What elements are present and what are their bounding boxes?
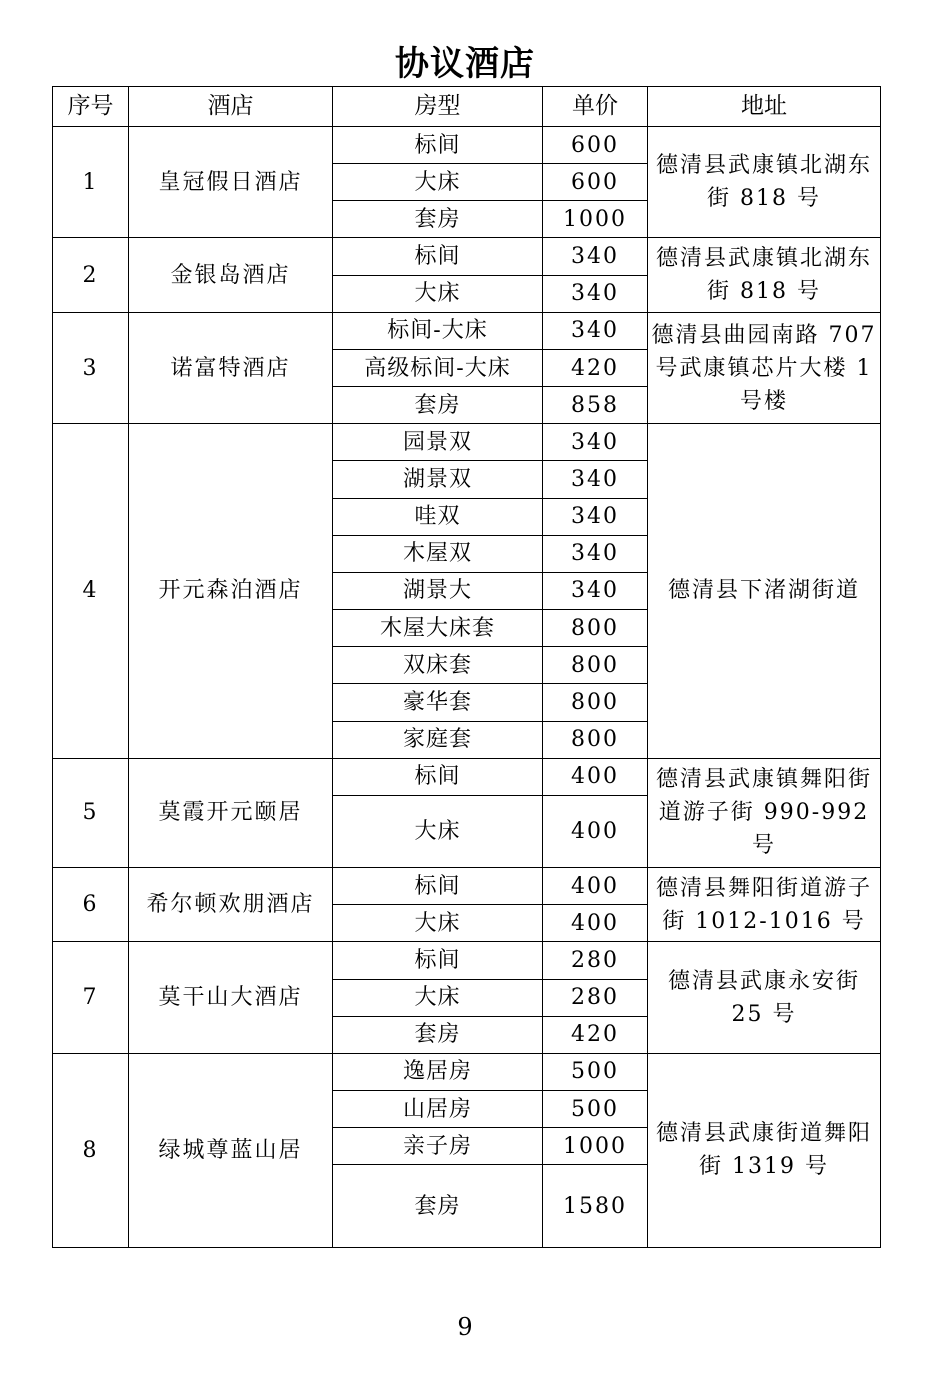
- hotel-number: 6: [53, 868, 129, 942]
- hotel-name: 开元森泊酒店: [129, 424, 333, 758]
- room-type: 大床: [333, 795, 543, 867]
- table-row: [53, 238, 881, 275]
- room-price: 400: [543, 868, 648, 905]
- room-type: 双床套: [333, 647, 543, 684]
- room-type: 标间: [333, 942, 543, 979]
- hotel-table: [52, 86, 881, 1248]
- hotel-name: 金银岛酒店: [129, 238, 333, 312]
- hotel-number: 3: [53, 312, 129, 423]
- table-row: [53, 127, 881, 164]
- room-price: 340: [543, 461, 648, 498]
- room-type: 哇双: [333, 498, 543, 535]
- table-body: [53, 127, 881, 1248]
- hotel-name: 皇冠假日酒店: [129, 127, 333, 238]
- header-room-type: 房型: [333, 87, 543, 127]
- hotel-number: 7: [53, 942, 129, 1053]
- room-price: 340: [543, 498, 648, 535]
- room-type: 套房: [333, 1165, 543, 1248]
- hotel-name: 莫干山大酒店: [129, 942, 333, 1053]
- room-price: 340: [543, 424, 648, 461]
- hotel-number: 1: [53, 127, 129, 238]
- room-type: 高级标间-大床: [333, 349, 543, 386]
- room-type: 亲子房: [333, 1128, 543, 1165]
- room-price: 500: [543, 1091, 648, 1128]
- table-row: [53, 942, 881, 979]
- room-type: 湖景大: [333, 572, 543, 609]
- room-price: 858: [543, 387, 648, 424]
- room-type: 套房: [333, 1016, 543, 1053]
- hotel-name: 诺富特酒店: [129, 312, 333, 423]
- room-price: 800: [543, 684, 648, 721]
- room-price: 400: [543, 758, 648, 795]
- hotel-address: 德清县武康镇北湖东街 818 号: [648, 238, 881, 312]
- room-type: 逸居房: [333, 1053, 543, 1090]
- room-type: 大床: [333, 275, 543, 312]
- room-type: 标间: [333, 127, 543, 164]
- hotel-name: 希尔顿欢朋酒店: [129, 868, 333, 942]
- header-price: 单价: [543, 87, 648, 127]
- room-type: 豪华套: [333, 684, 543, 721]
- table-row: [53, 312, 881, 349]
- table-header-row: [53, 87, 881, 127]
- room-type: 套房: [333, 387, 543, 424]
- room-type: 木屋双: [333, 535, 543, 572]
- room-price: 800: [543, 647, 648, 684]
- room-type: 大床: [333, 979, 543, 1016]
- room-price: 800: [543, 721, 648, 758]
- room-price: 1000: [543, 201, 648, 238]
- room-price: 600: [543, 127, 648, 164]
- hotel-number: 4: [53, 424, 129, 758]
- hotel-address: 德清县武康永安街 25 号: [648, 942, 881, 1053]
- room-type: 标间-大床: [333, 312, 543, 349]
- room-price: 800: [543, 610, 648, 647]
- room-price: 340: [543, 572, 648, 609]
- room-price: 400: [543, 905, 648, 942]
- room-price: 340: [543, 238, 648, 275]
- header-no: 序号: [53, 87, 129, 127]
- room-type: 山居房: [333, 1091, 543, 1128]
- hotel-address: 德清县舞阳街道游子街 1012-1016 号: [648, 868, 881, 942]
- header-address: 地址: [648, 87, 881, 127]
- hotel-address: 德清县武康镇舞阳街道游子街 990-992 号: [648, 758, 881, 867]
- room-type: 标间: [333, 238, 543, 275]
- room-type: 湖景双: [333, 461, 543, 498]
- room-price: 420: [543, 349, 648, 386]
- hotel-address: 德清县下渚湖街道: [648, 424, 881, 758]
- room-price: 280: [543, 979, 648, 1016]
- table-row: [53, 1053, 881, 1090]
- hotel-name: 绿城尊蓝山居: [129, 1053, 333, 1247]
- room-type: 套房: [333, 201, 543, 238]
- hotel-address: 德清县武康镇北湖东街 818 号: [648, 127, 881, 238]
- room-type: 大床: [333, 905, 543, 942]
- room-price: 400: [543, 795, 648, 867]
- room-type: 大床: [333, 164, 543, 201]
- hotel-number: 2: [53, 238, 129, 312]
- hotel-address: 德清县曲园南路 707 号武康镇芯片大楼 1 号楼: [648, 312, 881, 423]
- hotel-number: 8: [53, 1053, 129, 1247]
- page-number: 9: [457, 1313, 473, 1341]
- room-price: 340: [543, 312, 648, 349]
- table-row: [53, 868, 881, 905]
- page-title: 协议酒店: [395, 44, 535, 84]
- room-type: 标间: [333, 758, 543, 795]
- hotel-name: 莫霞开元颐居: [129, 758, 333, 867]
- room-type: 标间: [333, 868, 543, 905]
- room-price: 1580: [543, 1165, 648, 1248]
- room-type: 园景双: [333, 424, 543, 461]
- room-type: 木屋大床套: [333, 610, 543, 647]
- room-price: 600: [543, 164, 648, 201]
- room-price: 280: [543, 942, 648, 979]
- room-price: 1000: [543, 1128, 648, 1165]
- table-row: [53, 424, 881, 461]
- room-price: 340: [543, 535, 648, 572]
- room-price: 340: [543, 275, 648, 312]
- hotel-number: 5: [53, 758, 129, 867]
- room-price: 420: [543, 1016, 648, 1053]
- hotel-address: 德清县武康街道舞阳街 1319 号: [648, 1053, 881, 1247]
- room-price: 500: [543, 1053, 648, 1090]
- header-hotel: 酒店: [129, 87, 333, 127]
- table-row: [53, 758, 881, 795]
- room-type: 家庭套: [333, 721, 543, 758]
